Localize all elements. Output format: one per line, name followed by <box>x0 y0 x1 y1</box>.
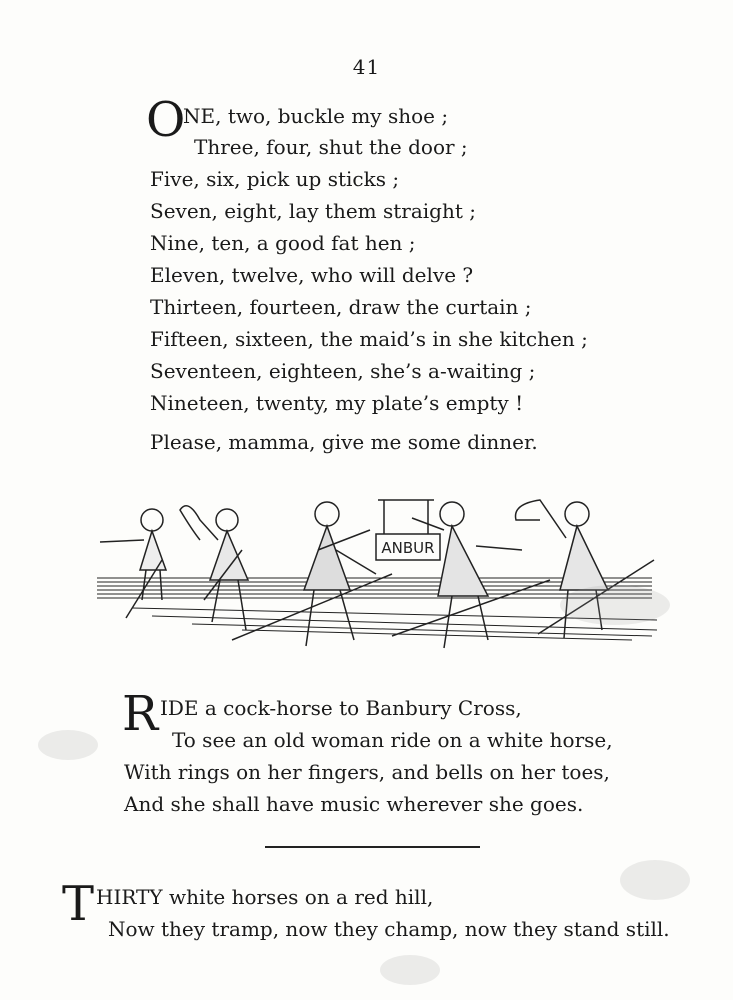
paper-stain <box>620 860 690 900</box>
poem-line: Eleven, twelve, who will delve ? <box>150 263 474 287</box>
poem-line: Fifteen, sixteen, the maid’s in she kitchen ; <box>150 327 588 351</box>
drop-cap: T <box>62 876 95 932</box>
child-figure <box>100 509 166 618</box>
poem-line: Nineteen, twenty, my plate’s empty ! <box>150 391 524 415</box>
poem-line: Five, six, pick up sticks ; <box>150 167 400 191</box>
poem-line: Now they tramp, now they champ, now they stand still. <box>108 917 670 941</box>
poem-line: Thirteen, fourteen, draw the curtain ; <box>150 295 532 319</box>
poem-line: Three, four, shut the door ; <box>194 135 468 159</box>
page-number: 41 <box>352 55 381 79</box>
paper-stain <box>38 730 98 760</box>
poem-line: Nine, ten, a good fat hen ; <box>150 231 416 255</box>
paper-stain <box>380 955 440 985</box>
engraving-illustration <box>92 490 662 660</box>
section-divider <box>265 846 480 848</box>
poem-line: To see an old woman ride on a white horse, <box>172 728 613 752</box>
poem-line: And she shall have music wherever she goes. <box>124 792 584 816</box>
poem-line: Please, mamma, give me some dinner. <box>150 430 538 454</box>
child-figure <box>232 502 392 646</box>
poem-line: HIRTY white horses on a red hill, <box>96 885 434 909</box>
banbury-sign <box>376 500 440 560</box>
poem-line: Seven, eight, lay them straight ; <box>150 199 476 223</box>
paper-stain <box>560 585 670 625</box>
drop-cap: R <box>122 686 159 742</box>
poem-line: IDE a cock-horse to Banbury Cross, <box>160 696 522 720</box>
poem-line: With rings on her fingers, and bells on her toes, <box>124 760 610 784</box>
poem-line: Seventeen, eighteen, she’s a-waiting ; <box>150 359 536 383</box>
child-figure <box>180 506 248 630</box>
poem-line: NE, two, buckle my shoe ; <box>183 104 449 128</box>
drop-cap: O <box>146 92 186 148</box>
sign-text: ANBUR <box>381 539 435 557</box>
